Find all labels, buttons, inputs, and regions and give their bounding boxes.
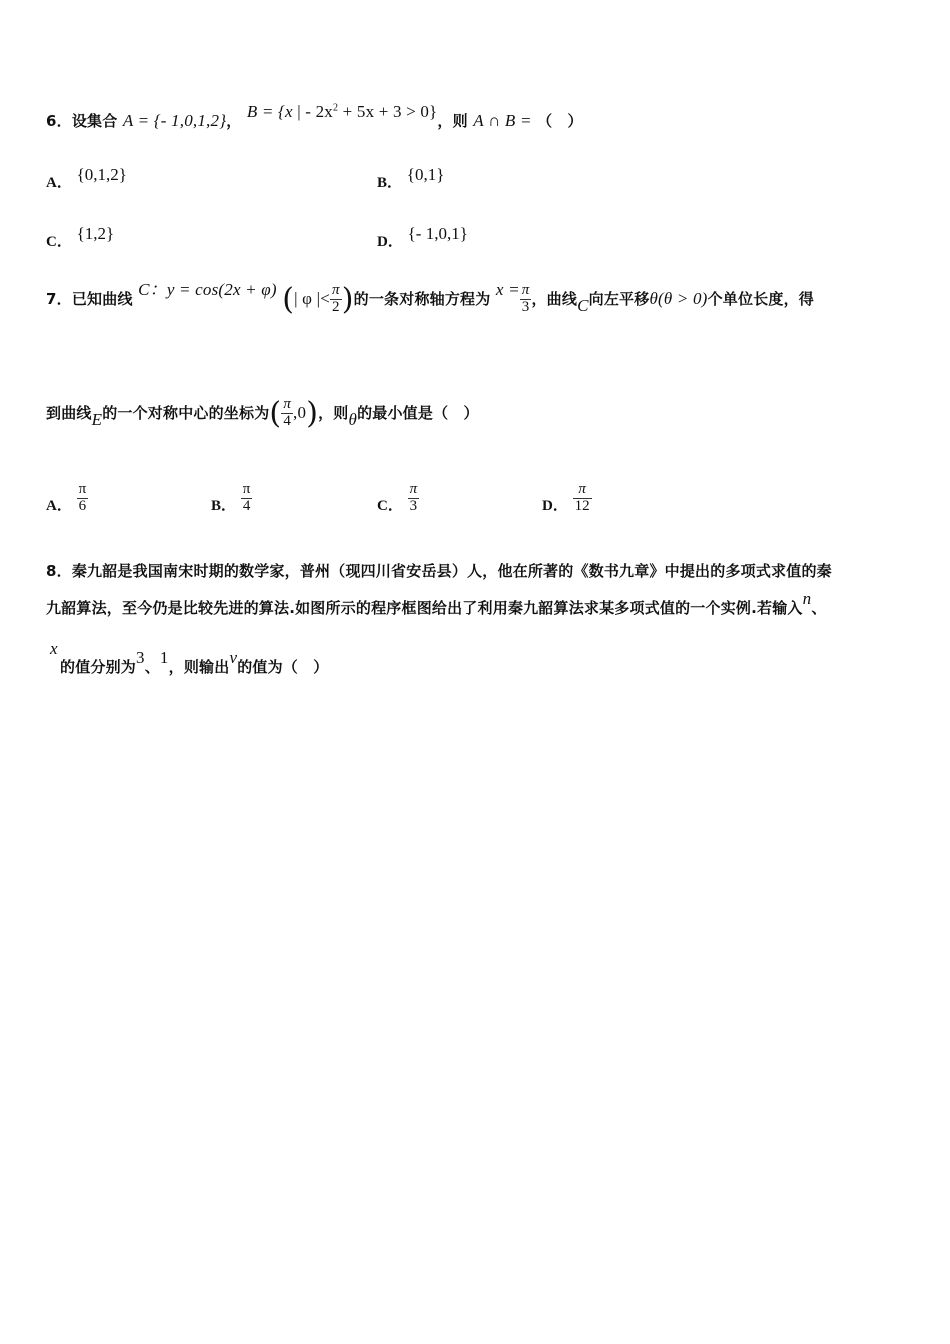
q7-text1: 的一条对称轴方程为 [353, 290, 491, 308]
q6-option-value: {0,1} [406, 165, 445, 184]
q7-option-label: A． [46, 497, 72, 514]
q8-v: v [229, 648, 238, 667]
q7-intro: 已知曲线 [71, 290, 133, 308]
q7-option-c[interactable] [377, 482, 419, 515]
q7-frac-pi-3: $\frac{\pi}{3}$ [521, 282, 530, 315]
q8-x: x [50, 639, 58, 658]
q7-option-frac: $\frac{\pi}{4}$ [242, 481, 251, 514]
q7-line2-d: 的最小值是（ ） [357, 404, 479, 422]
q7-theta: θ [348, 410, 358, 429]
q7-option-d[interactable] [542, 482, 592, 515]
q6-option-label: C． [46, 234, 72, 250]
q7-line2-a: 到曲线 [46, 404, 92, 422]
q7-option-label: B． [211, 497, 237, 514]
q8-n: n [802, 589, 812, 608]
q6-intro: 设集合 [71, 112, 118, 130]
q8-sep: 、 [144, 658, 160, 676]
q8-value-1: 1 [159, 648, 169, 667]
q7-point-zero: ,0 [293, 403, 307, 422]
q6-set-a: A = {- 1,0,1,2} [122, 111, 227, 130]
q7-option-frac: $\frac{\pi}{3}$ [409, 481, 418, 514]
q6-expr: A ∩ B = [473, 111, 532, 130]
q6-option-value: {- 1,0,1} [407, 224, 468, 243]
q6-option-value: {0,1,2} [76, 165, 127, 184]
q6-option-label: D． [377, 234, 403, 250]
q7-frac-pi-2: $\frac{\pi}{2}$ [332, 282, 340, 315]
q8-line3-a: 的值分别为 [60, 658, 137, 676]
q7-curve: C：y = cos(2x + φ) [138, 280, 277, 299]
q6-comma: ， [226, 112, 242, 130]
q6-option-b[interactable] [377, 164, 445, 191]
q7-frac-pi-4: $\frac{\pi}{4}$ [283, 396, 292, 429]
q8-value-3: 3 [136, 648, 145, 667]
q6-option-a[interactable] [46, 164, 127, 191]
q7-option-frac: $\frac{\pi}{6}$ [78, 481, 87, 514]
q8-stem-line1: 8．秦九韶是我国南宋时期的数学家，普州（现四川省安岳县）人，他在所著的《数书九章》中提出的多项式求值的秦 [46, 562, 832, 580]
q8-line2-b: 、 [811, 599, 827, 617]
q7-bracket-close: ) [341, 282, 354, 317]
q7-stem-line1 [46, 282, 814, 317]
q8-stem-line2 [46, 589, 827, 618]
q7-shift: θ(θ > 0) [649, 289, 708, 308]
q7-bracket-open: ( [282, 282, 295, 317]
q7-point-open: ( [269, 396, 282, 431]
q8-line3-c: 的值为（ ） [237, 658, 329, 676]
q7-text3: 向左平移 [588, 290, 650, 308]
q7-option-label: C． [377, 497, 403, 514]
q7-e: E [91, 410, 103, 429]
q6-option-label: A． [46, 175, 72, 191]
q7-option-frac: $\frac{\pi}{12}$ [574, 481, 590, 514]
q6-option-value: {1,2} [76, 224, 115, 243]
q7-line2-c: ，则 [318, 404, 349, 422]
q6-option-d[interactable] [377, 223, 468, 250]
q7-option-b[interactable] [211, 482, 252, 515]
q7-text2: ，曲线 [531, 290, 578, 308]
q6-paren: （ ） [537, 112, 583, 130]
q6-option-label: B． [377, 175, 403, 191]
q8-stem-line3 [46, 639, 329, 677]
q6-number: 6． [46, 112, 72, 130]
q7-number: 7． [46, 290, 72, 308]
q7-option-label: D． [542, 497, 568, 514]
q6-then: ，则 [437, 112, 468, 130]
q8-line2-a: 九韶算法，至今仍是比较先进的算法.如图所示的程序框图给出了利用秦九韶算法求某多项式值的一个实例.若输入 [46, 599, 803, 617]
q6-stem [46, 102, 583, 131]
q7-c: C [577, 296, 589, 315]
q7-text4: 个单位长度，得 [707, 290, 814, 308]
q7-point-close: ) [306, 396, 319, 431]
q7-axis-x: x = [495, 280, 520, 299]
q7-cond: | φ |< [294, 289, 331, 308]
q7-stem-line2 [46, 396, 479, 431]
q6-set-b: B = {x | - $2x^2 + 5x + 3 > 0$} [246, 102, 438, 121]
q6-option-c[interactable] [46, 223, 115, 250]
q8-line3-b: ，则输出 [168, 658, 230, 676]
q7-option-a[interactable] [46, 482, 88, 515]
q7-line2-b: 的一个对称中心的坐标为 [102, 404, 270, 422]
